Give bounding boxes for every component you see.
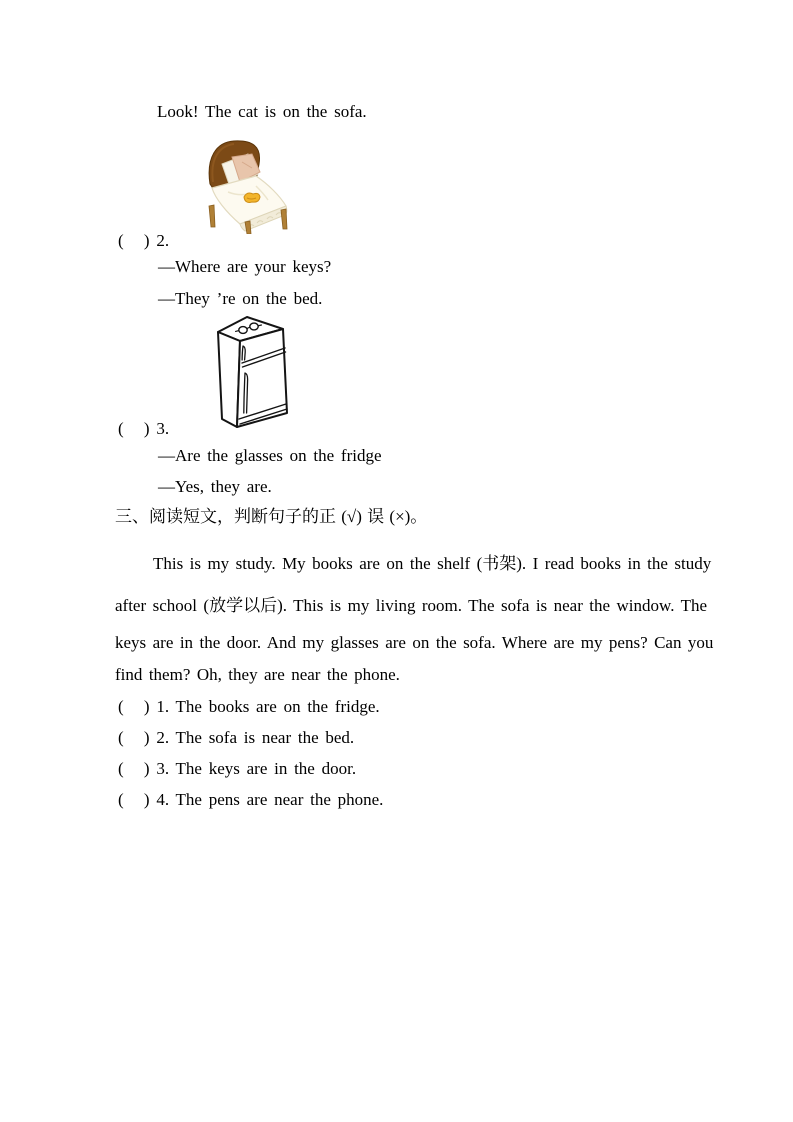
fridge-icon: [213, 315, 291, 433]
dialogue-answer-2: —They ’re on the bed.: [158, 289, 323, 308]
dialogue-answer-3: —Yes, they are.: [158, 477, 272, 496]
fridge-illustration: [213, 315, 291, 433]
statement-line: ( ) 1. The books are on the fridge.: [118, 697, 380, 716]
bed-icon: [204, 134, 296, 234]
passage-line: keys are in the door. And my glasses are on the sofa. Where are my pens? Can you: [115, 633, 714, 652]
statement-line: ( ) 3. The keys are in the door.: [118, 759, 357, 778]
passage-line: find them? Oh, they are near the phone.: [115, 665, 400, 684]
statement-line: ( ) 2. The sofa is near the bed.: [118, 728, 355, 747]
item1-caption: Look! The cat is on the sofa.: [157, 102, 367, 121]
answer-blank-3: ( ) 3.: [118, 419, 170, 438]
passage-line: after school (放学以后). This is my living room. The sofa is near the window. The: [115, 596, 708, 615]
passage-line: This is my study. My books are on the shelf (书架). I read books in the study: [153, 554, 712, 573]
dialogue-question-2: —Where are your keys?: [158, 257, 332, 276]
bed-illustration: [204, 134, 296, 234]
answer-blank-2: ( ) 2.: [118, 231, 170, 250]
section-three-heading: 三、阅读短文，判断句子的正 (√) 误 (×)。: [115, 507, 428, 526]
dialogue-question-3: —Are the glasses on the fridge: [158, 446, 382, 465]
statement-line: ( ) 4. The pens are near the phone.: [118, 790, 384, 809]
